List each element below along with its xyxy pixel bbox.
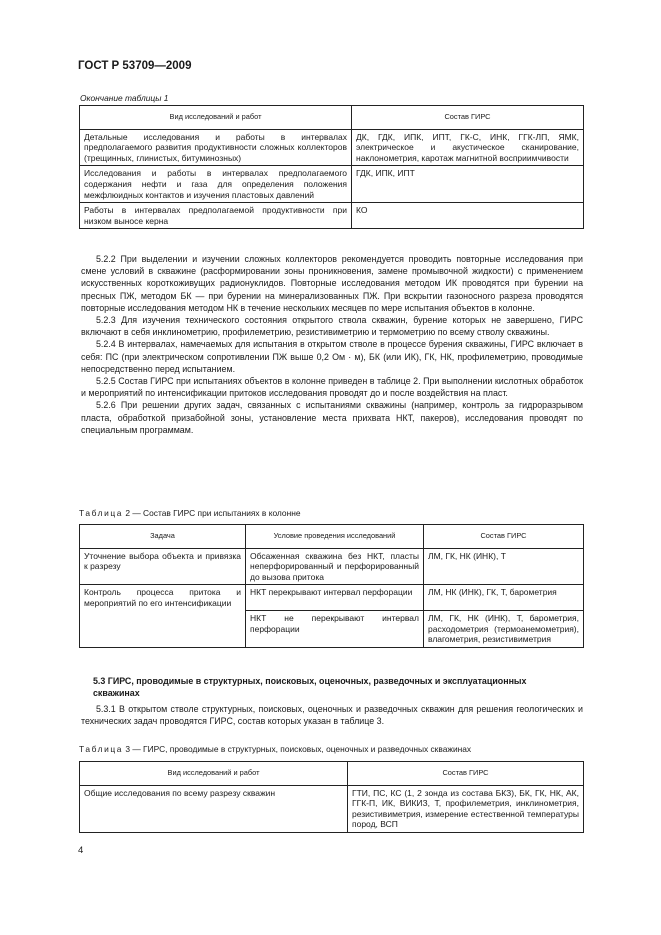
page-number: 4 [78, 845, 84, 856]
table2-caption [79, 508, 300, 518]
table3-header-row [80, 762, 584, 786]
table1-cell: КО [352, 203, 584, 229]
paragraph-5-2-3: 5.2.3 Для изучения технического состояния открытого ствола скважин, бурение которых не завершено, ГИРС включают в себя инклинометрию, профилеметрию, резистивиметрию и термометрию по всему стволу скважины. [81, 315, 583, 338]
paragraph-5-2-4: 5.2.4 В интервалах, намечаемых для испытания в открытом стволе в процессе бурения скважины, ГИРС включает в себя: ПС (при электрическом сопротивлении ПЖ выше 0,2 Ом · м), БК (или ИК), ГК, НК, профилеметрию, проводимые непосредственно перед испытанием. [81, 339, 583, 374]
table-row [80, 129, 584, 166]
table-row [80, 585, 584, 611]
table1-header-row [80, 106, 584, 130]
table2-caption-text: 2 — Состав ГИРС при испытаниях в колонне [125, 508, 301, 518]
table2-girs-cell: ЛМ, НК (ИНК), ГК, Т, барометрия [424, 585, 584, 611]
table2-condition-cell: Обсаженная скважина без НКТ, пласты неперфорированный и перфорированный до вызова притока [246, 548, 424, 585]
table3-cell: Общие исследования по всему разрезу скважин [80, 785, 348, 832]
table2-col-header: Условие проведения исследований [246, 525, 424, 549]
table1-cell: ДК, ГДК, ИПК, ИПТ, ГК-С, ИНК, ГГК-ЛП, ЯМК, электрическое и акустическое сканирование, наклонометрия, каротаж магнитной восприимчивости [352, 129, 584, 166]
table2-col-header: Состав ГИРС [424, 525, 584, 549]
table1-cell: ГДК, ИПК, ИПТ [352, 166, 584, 203]
table2-girs-cell: ЛМ, ГК, НК (ИНК), Т [424, 548, 584, 585]
table1 [79, 105, 584, 229]
table3-col-header: Вид исследований и работ [80, 762, 348, 786]
table1-col-header: Вид исследований и работ [80, 106, 352, 130]
table3-col-header: Состав ГИРС [348, 762, 584, 786]
table-row [80, 548, 584, 585]
table3-cell: ГТИ, ПС, КС (1, 2 зонда из состава БКЗ), БК, ГК, НК, АК, ГГК-П, ИК, ВИКИЗ, Т, профилеметрия, инклинометрия, резистивиметрия, измерение естественной температуры пород, ВСП [348, 785, 584, 832]
table2-condition-cell: НКТ не перекрывают интервал перфорации [246, 610, 424, 647]
table2-header-row [80, 525, 584, 549]
table-row [80, 785, 584, 832]
body-paragraphs [81, 253, 583, 436]
table-row [80, 166, 584, 203]
paragraph-5-2-2: 5.2.2 При выделении и изучении сложных коллекторов рекомендуется проводить повторные исследования при смене условий в скважине (расформировании зоны проникновения, замене промывочной жидкости) с применением искусственных короткоживущих радионуклидов. Повторные исследования методом ИК проводятся при бурении на пресных ПЖ, методом БК — при бурении на минерализованных ПЖ. При вскрытии газоносного разреза проводятся повторные исследования методом НК в течение нескольких месяцев по мере испытания объектов в колонне. [81, 254, 583, 313]
table2-task-cell: Уточнение выбора объекта и привязка к разрезу [80, 548, 246, 585]
table2-col-header: Задача [80, 525, 246, 549]
table2-task-cell: Контроль процесса притока и мероприятий по его интенсификации [80, 585, 246, 647]
table1-cell: Детальные исследования и работы в интервалах предполагаемого развития продуктивности сложных коллекторов (трещинных, глинистых, битуминозных) [80, 129, 352, 166]
table3-caption-label: Таблица [79, 744, 124, 754]
table1-cell: Работы в интервалах предполагаемой продуктивности при низком выносе керна [80, 203, 352, 229]
table3-caption [79, 744, 471, 754]
table2-condition-cell: НКТ перекрывают интервал перфорации [246, 585, 424, 611]
table2-girs-cell: ЛМ, ГК, НК (ИНК), Т, барометрия, расходометрия (термоанемометрия), влагометрия, резистивиметрия [424, 610, 584, 647]
paragraph-5-2-5: 5.2.5 Состав ГИРС при испытаниях объектов в колонне приведен в таблице 2. При выполнении кислотных обработок и мероприятий по интенсификации притоков исследования проводят до и после воздействия на пласт. [81, 376, 583, 399]
table3-caption-text: 3 — ГИРС, проводимые в структурных, поисковых, оценочных и разведочных скважинах [125, 744, 472, 754]
table2-caption-label: Таблица [79, 508, 124, 518]
section-5-3-heading: 5.3 ГИРС, проводимые в структурных, поисковых, оценочных, разведочных и эксплуатационных скважинах [93, 676, 527, 699]
table-row [80, 203, 584, 229]
table1-col-header: Состав ГИРС [352, 106, 584, 130]
table1-cell: Исследования и работы в интервалах предполагаемого содержания нефти и газа для определения положения межфлюидных контактов и изучения пластовых давлений [80, 166, 352, 203]
table1-caption: Окончание таблицы 1 [80, 93, 169, 103]
paragraph-5-2-6: 5.2.6 При решении других задач, связанных с испытаниями скважины (например, контроль за гидроразрывом пласта, обработкой призабойной зоны, установление места прихвата НКТ, пакеров), исследования проводят по специальным программам. [81, 400, 583, 435]
document-code-header: ГОСТ Р 53709—2009 [78, 60, 192, 72]
paragraph-5-3-1: 5.3.1 В открытом стволе структурных, поисковых, оценочных и разведочных скважин для решения геологических и технических задач проводятся ГИРС, состав которых указан в таблице 3. [81, 704, 583, 727]
table2 [79, 524, 584, 648]
section-5-3-body [81, 703, 583, 727]
table3 [79, 761, 584, 833]
